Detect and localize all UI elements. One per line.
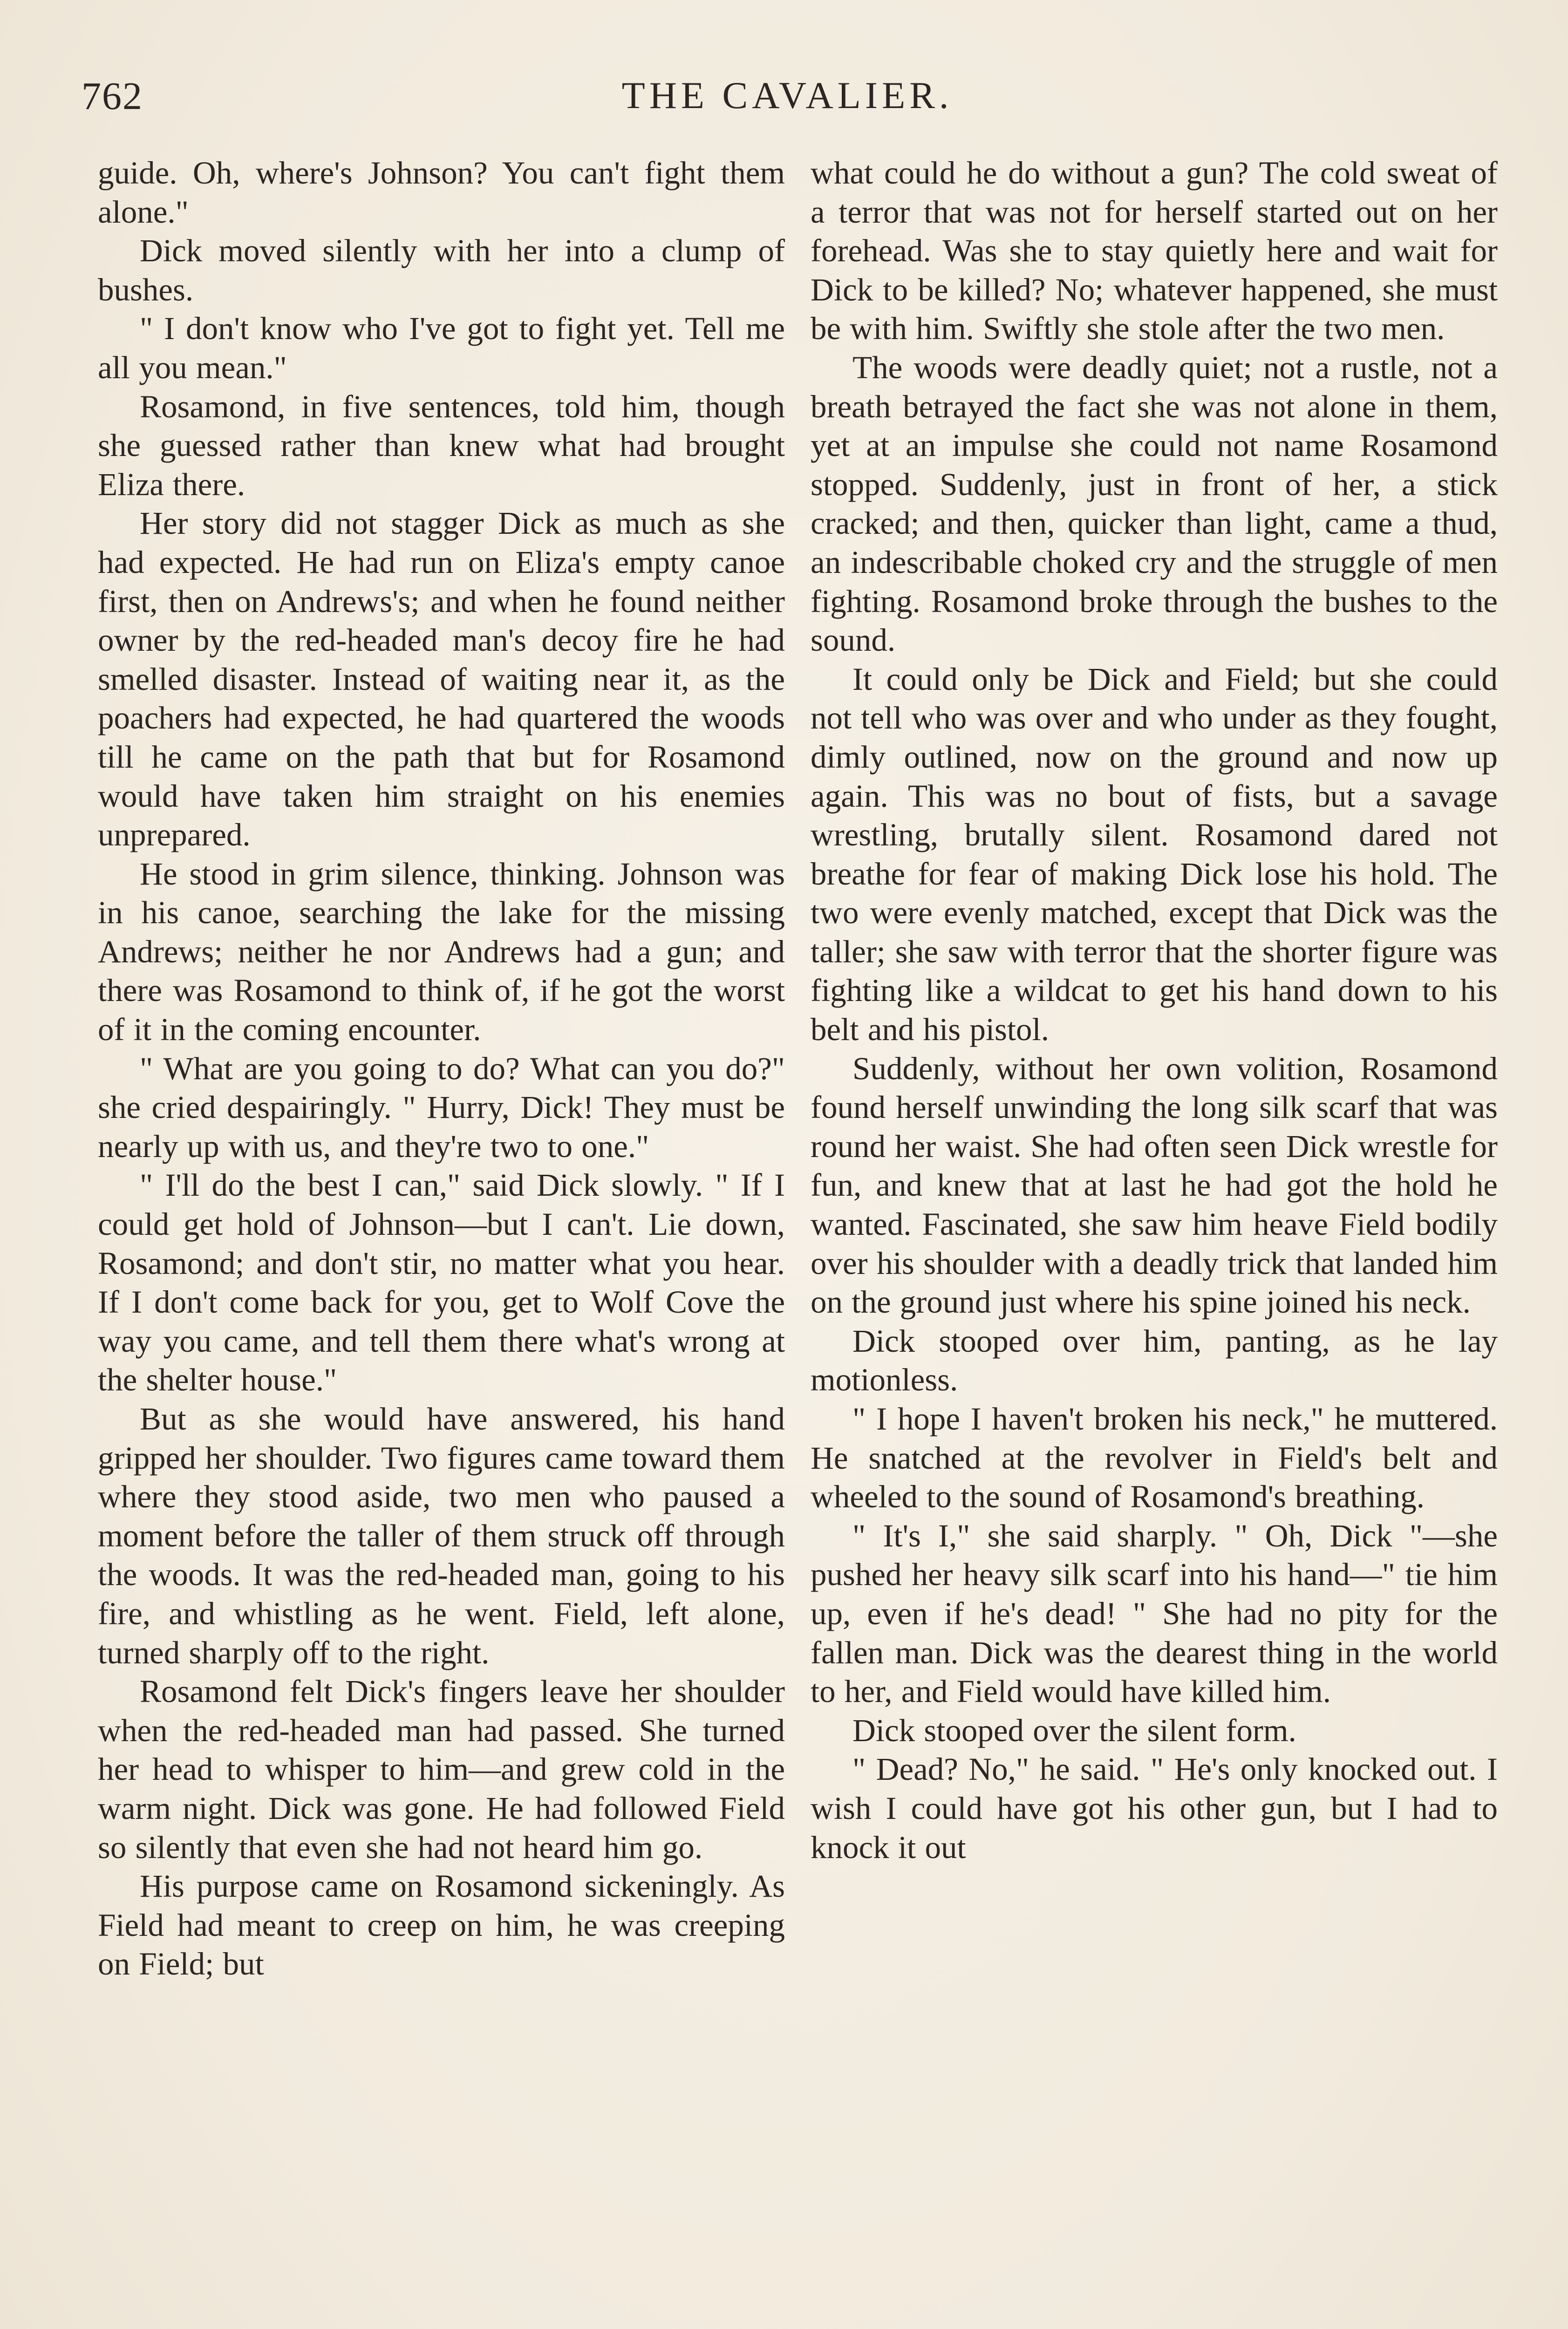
paragraph: " I don't know who I've got to fight yet. Tell me all you mean." [98, 311, 785, 385]
page-number: 762 [82, 75, 143, 118]
paragraph: Her story did not stagger Dick as much as she had expected. He had run on Eliza's empty canoe first, then on Andrews's; and when he found neither owner by the red-headed man's decoy fire he had smelled disaster. Instead of waiting near it, as the poachers had expected, he had quartered the woods till he came on the path that but for Rosamond would have taken him straight on his enemies unprepared. [98, 505, 785, 853]
paragraph: " Dead? No," he said. " He's only knocked out. I wish I could have got his other gun, but I had to knock it out [811, 1751, 1498, 1865]
paragraph: Dick stooped over him, panting, as he lay motionless. [811, 1323, 1498, 1398]
left-column [98, 154, 785, 1984]
paragraph: His purpose came on Rosamond sickeningly. As Field had meant to creep on him, he was creeping on Field; but [98, 1868, 785, 1982]
paragraph: He stood in grim silence, thinking. Johnson was in his canoe, searching the lake for the missing Andrews; neither he nor Andrews had a gun; and there was Rosamond to think of, if he got the worst of it in the coming encounter. [98, 856, 785, 1048]
paragraph: " It's I," she said sharply. " Oh, Dick "—she pushed her heavy silk scarf into his hand—" tie him up, even if he's dead! " She had no pity for the fallen man. Dick was the dearest thing in the world to her, and Field would have killed him. [811, 1518, 1498, 1709]
paragraph: guide. Oh, where's Johnson? You can't fight them alone." [98, 155, 785, 230]
paragraph: But as she would have answered, his hand gripped her shoulder. Two figures came toward them where they stood aside, two men who paused a moment before the taller of them struck off through the woods. It was the red-headed man, going to his fire, and whistling as he went. Field, left alone, turned sharply off to the right. [98, 1401, 785, 1670]
page-header [82, 74, 1493, 129]
paragraph: what could he do without a gun? The cold sweat of a terror that was not for herself started out on her forehead. Was she to stay quietly here and wait for Dick to be killed? No; whatever happened, she must be with him. Swiftly she stole after the two men. [811, 155, 1498, 347]
paragraph: Suddenly, without her own volition, Rosamond found herself unwinding the long silk scarf that was round her waist. She had often seen Dick wrestle for fun, and knew that at last he had got the hold he wanted. Fascinated, she saw him heave Field bodily over his shoulder with a deadly trick that landed him on the ground just where his spine joined his neck. [811, 1050, 1498, 1320]
paragraph: It could only be Dick and Field; but she could not tell who was over and who under as they fought, dimly outlined, now on the ground and now up again. This was no bout of fists, but a savage wrestling, brutally silent. Rosamond dared not breathe for fear of making Dick lose his hold. The two were evenly matched, except that Dick was the taller; she saw with terror that the shorter figure was fighting like a wildcat to get his hand down to his belt and his pistol. [811, 661, 1498, 1048]
paragraph: Dick stooped over the silent form. [852, 1712, 1296, 1748]
paragraph: " I hope I haven't broken his neck," he muttered. He snatched at the revolver in Field's belt and wheeled to the sound of Rosamond's breathing. [811, 1401, 1498, 1515]
paragraph: The woods were deadly quiet; not a rustle, not a breath betrayed the fact she was not alone in them, yet at an impulse she could not name Rosamond stopped. Suddenly, just in front of her, a stick cracked; and then, quicker than light, came a thud, an indescribable choked cry and the struggle of men fighting. Rosamond broke through the bushes to the sound. [811, 349, 1498, 658]
paragraph: Dick moved silently with her into a clump of bushes. [98, 233, 785, 307]
paragraph: " I'll do the best I can," said Dick slowly. " If I could get hold of Johnson—but I can't. Lie down, Rosamond; and don't stir, no matter what you hear. If I don't come back for you, get to Wolf Cove the way you came, and tell them there what's wrong at the shelter house." [98, 1167, 785, 1398]
paragraph: " What are you going to do? What can you do?" she cried despairingly. " Hurry, Dick! They must be nearly up with us, and they're two to one." [98, 1050, 785, 1164]
paragraph: Rosamond felt Dick's fingers leave her shoulder when the red-headed man had passed. She turned her head to whisper to him—and grew cold in the warm night. Dick was gone. He had followed Field so silently that even she had not heard him go. [98, 1674, 785, 1865]
running-title: THE CAVALIER. [621, 74, 953, 116]
paragraph: Rosamond, in five sentences, told him, though she guessed rather than knew what had brought Eliza there. [98, 388, 785, 502]
right-column [811, 154, 1498, 1867]
